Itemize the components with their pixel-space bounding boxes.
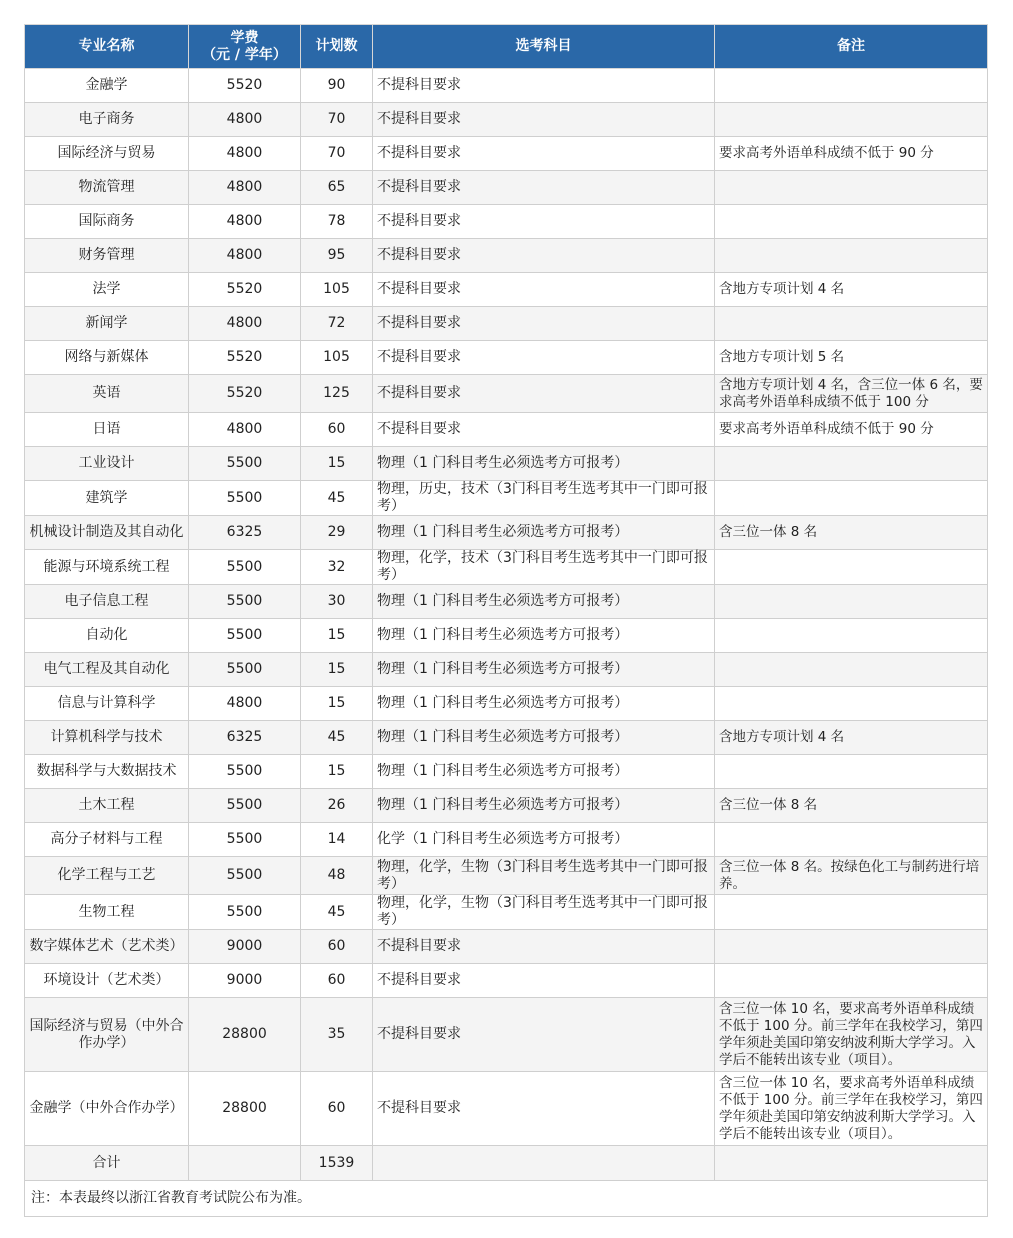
cell-subjects: 不提科目要求 bbox=[373, 307, 715, 341]
table-row bbox=[25, 895, 988, 930]
cell-plan: 70 bbox=[301, 137, 373, 171]
cell-subjects: 物理（1 门科目考生必须选考方可报考） bbox=[373, 653, 715, 687]
table-row bbox=[25, 516, 988, 550]
cell-plan: 60 bbox=[301, 413, 373, 447]
cell-fee: 9000 bbox=[189, 930, 301, 964]
cell-remark bbox=[715, 205, 988, 239]
cell-fee: 4800 bbox=[189, 205, 301, 239]
cell-subjects: 不提科目要求 bbox=[373, 998, 715, 1072]
cell-fee: 6325 bbox=[189, 721, 301, 755]
cell-fee: 5500 bbox=[189, 481, 301, 516]
cell-plan: 95 bbox=[301, 239, 373, 273]
table-row bbox=[25, 619, 988, 653]
table-row bbox=[25, 550, 988, 585]
cell-plan: 15 bbox=[301, 619, 373, 653]
cell-subjects: 不提科目要求 bbox=[373, 930, 715, 964]
cell-remark bbox=[715, 930, 988, 964]
cell-subjects: 物理，化学，生物（3门科目考生选考其中一门即可报考） bbox=[373, 895, 715, 930]
enrollment-plan-table bbox=[24, 24, 988, 1217]
cell-remark bbox=[715, 447, 988, 481]
cell-fee: 5520 bbox=[189, 341, 301, 375]
table-row bbox=[25, 103, 988, 137]
cell-fee: 5520 bbox=[189, 375, 301, 413]
table-row bbox=[25, 1072, 988, 1146]
cell-remark bbox=[715, 171, 988, 205]
cell-major: 金融学（中外合作办学） bbox=[25, 1072, 189, 1146]
cell-fee: 6325 bbox=[189, 516, 301, 550]
cell-plan: 45 bbox=[301, 481, 373, 516]
cell-plan: 125 bbox=[301, 375, 373, 413]
table-row bbox=[25, 205, 988, 239]
cell-subjects: 不提科目要求 bbox=[373, 375, 715, 413]
cell-fee: 28800 bbox=[189, 1072, 301, 1146]
cell-major: 机械设计制造及其自动化 bbox=[25, 516, 189, 550]
cell-subjects: 物理，历史，技术（3门科目考生选考其中一门即可报考） bbox=[373, 481, 715, 516]
cell-plan: 72 bbox=[301, 307, 373, 341]
cell-plan: 60 bbox=[301, 964, 373, 998]
cell-major: 能源与环境系统工程 bbox=[25, 550, 189, 585]
header-fee-line1: 学费 bbox=[230, 29, 259, 46]
table-row bbox=[25, 171, 988, 205]
cell-fee: 5500 bbox=[189, 823, 301, 857]
cell-remark bbox=[715, 69, 988, 103]
cell-remark bbox=[715, 585, 988, 619]
cell-plan: 105 bbox=[301, 273, 373, 307]
cell-plan: 26 bbox=[301, 789, 373, 823]
cell-fee: 5500 bbox=[189, 585, 301, 619]
cell-remark bbox=[715, 307, 988, 341]
cell-remark: 含三位一体 10 名，要求高考外语单科成绩不低于 100 分。前三学年在我校学习，第四学年须赴美国印第安纳波利斯大学学习。入学后不能转出该专业（项目）。 bbox=[715, 998, 988, 1072]
cell-remark bbox=[715, 895, 988, 930]
cell-plan: 15 bbox=[301, 687, 373, 721]
cell-major: 财务管理 bbox=[25, 239, 189, 273]
cell-major: 土木工程 bbox=[25, 789, 189, 823]
cell-fee: 4800 bbox=[189, 103, 301, 137]
cell-remark: 要求高考外语单科成绩不低于 90 分 bbox=[715, 137, 988, 171]
table-row bbox=[25, 687, 988, 721]
cell-plan: 30 bbox=[301, 585, 373, 619]
cell-plan: 70 bbox=[301, 103, 373, 137]
cell-fee: 5520 bbox=[189, 69, 301, 103]
table-row bbox=[25, 964, 988, 998]
table-row bbox=[25, 413, 988, 447]
cell-fee: 9000 bbox=[189, 964, 301, 998]
cell-fee: 5500 bbox=[189, 619, 301, 653]
cell-major: 信息与计算科学 bbox=[25, 687, 189, 721]
cell-major: 新闻学 bbox=[25, 307, 189, 341]
cell-plan: 105 bbox=[301, 341, 373, 375]
total-row bbox=[25, 1146, 988, 1181]
table-row bbox=[25, 998, 988, 1072]
header-fee bbox=[189, 25, 301, 69]
cell-subjects: 不提科目要求 bbox=[373, 137, 715, 171]
cell-subjects: 物理，化学，技术（3门科目考生选考其中一门即可报考） bbox=[373, 550, 715, 585]
total-remark bbox=[715, 1146, 988, 1181]
table-row bbox=[25, 823, 988, 857]
cell-subjects: 不提科目要求 bbox=[373, 205, 715, 239]
cell-subjects: 不提科目要求 bbox=[373, 69, 715, 103]
cell-remark bbox=[715, 550, 988, 585]
cell-subjects: 不提科目要求 bbox=[373, 413, 715, 447]
table-row bbox=[25, 375, 988, 413]
cell-major: 日语 bbox=[25, 413, 189, 447]
cell-major: 数据科学与大数据技术 bbox=[25, 755, 189, 789]
cell-subjects: 不提科目要求 bbox=[373, 103, 715, 137]
table-row bbox=[25, 653, 988, 687]
cell-plan: 15 bbox=[301, 447, 373, 481]
total-plan: 1539 bbox=[301, 1146, 373, 1181]
cell-subjects: 物理（1 门科目考生必须选考方可报考） bbox=[373, 516, 715, 550]
cell-subjects: 不提科目要求 bbox=[373, 1072, 715, 1146]
cell-subjects: 化学（1 门科目考生必须选考方可报考） bbox=[373, 823, 715, 857]
table-row bbox=[25, 307, 988, 341]
cell-remark bbox=[715, 755, 988, 789]
cell-major: 国际经济与贸易 bbox=[25, 137, 189, 171]
header-plan: 计划数 bbox=[301, 25, 373, 69]
header-remark: 备注 bbox=[715, 25, 988, 69]
table-row bbox=[25, 585, 988, 619]
cell-subjects: 物理（1 门科目考生必须选考方可报考） bbox=[373, 755, 715, 789]
cell-fee: 4800 bbox=[189, 687, 301, 721]
cell-fee: 5500 bbox=[189, 789, 301, 823]
cell-major: 化学工程与工艺 bbox=[25, 857, 189, 895]
cell-plan: 15 bbox=[301, 653, 373, 687]
cell-remark: 含地方专项计划 5 名 bbox=[715, 341, 988, 375]
note-row bbox=[25, 1181, 988, 1217]
cell-remark bbox=[715, 103, 988, 137]
header-major: 专业名称 bbox=[25, 25, 189, 69]
total-label: 合计 bbox=[25, 1146, 189, 1181]
cell-fee: 4800 bbox=[189, 137, 301, 171]
cell-remark bbox=[715, 823, 988, 857]
cell-plan: 32 bbox=[301, 550, 373, 585]
cell-plan: 15 bbox=[301, 755, 373, 789]
cell-fee: 4800 bbox=[189, 413, 301, 447]
table-row bbox=[25, 721, 988, 755]
cell-fee: 4800 bbox=[189, 307, 301, 341]
cell-major: 数字媒体艺术（艺术类） bbox=[25, 930, 189, 964]
cell-subjects: 不提科目要求 bbox=[373, 341, 715, 375]
table-row bbox=[25, 481, 988, 516]
cell-remark bbox=[715, 239, 988, 273]
cell-remark: 要求高考外语单科成绩不低于 90 分 bbox=[715, 413, 988, 447]
table-row bbox=[25, 69, 988, 103]
cell-subjects: 物理（1 门科目考生必须选考方可报考） bbox=[373, 619, 715, 653]
cell-major: 生物工程 bbox=[25, 895, 189, 930]
cell-plan: 60 bbox=[301, 1072, 373, 1146]
cell-plan: 45 bbox=[301, 895, 373, 930]
cell-major: 电子信息工程 bbox=[25, 585, 189, 619]
cell-fee: 5500 bbox=[189, 857, 301, 895]
cell-plan: 45 bbox=[301, 721, 373, 755]
cell-fee: 5500 bbox=[189, 755, 301, 789]
cell-major: 工业设计 bbox=[25, 447, 189, 481]
cell-plan: 48 bbox=[301, 857, 373, 895]
table-row bbox=[25, 137, 988, 171]
header-fee-line2: （元 / 学年） bbox=[202, 46, 287, 63]
cell-remark bbox=[715, 481, 988, 516]
cell-fee: 4800 bbox=[189, 239, 301, 273]
cell-major: 电气工程及其自动化 bbox=[25, 653, 189, 687]
table-row bbox=[25, 447, 988, 481]
cell-remark: 含三位一体 10 名，要求高考外语单科成绩不低于 100 分。前三学年在我校学习，第四学年须赴美国印第安纳波利斯大学学习。入学后不能转出该专业（项目）。 bbox=[715, 1072, 988, 1146]
cell-major: 自动化 bbox=[25, 619, 189, 653]
cell-fee: 5500 bbox=[189, 447, 301, 481]
cell-subjects: 不提科目要求 bbox=[373, 171, 715, 205]
table-row bbox=[25, 239, 988, 273]
cell-remark bbox=[715, 687, 988, 721]
table-row bbox=[25, 273, 988, 307]
cell-fee: 28800 bbox=[189, 998, 301, 1072]
cell-fee: 4800 bbox=[189, 171, 301, 205]
table-footnote: 注：本表最终以浙江省教育考试院公布为准。 bbox=[25, 1181, 988, 1217]
table-row bbox=[25, 755, 988, 789]
cell-plan: 90 bbox=[301, 69, 373, 103]
cell-subjects: 不提科目要求 bbox=[373, 964, 715, 998]
cell-subjects: 物理（1 门科目考生必须选考方可报考） bbox=[373, 447, 715, 481]
cell-remark: 含三位一体 8 名。按绿色化工与制药进行培养。 bbox=[715, 857, 988, 895]
table-row bbox=[25, 930, 988, 964]
cell-plan: 78 bbox=[301, 205, 373, 239]
cell-remark bbox=[715, 653, 988, 687]
cell-subjects: 物理（1 门科目考生必须选考方可报考） bbox=[373, 585, 715, 619]
cell-major: 计算机科学与技术 bbox=[25, 721, 189, 755]
cell-plan: 35 bbox=[301, 998, 373, 1072]
cell-major: 环境设计（艺术类） bbox=[25, 964, 189, 998]
cell-subjects: 物理（1 门科目考生必须选考方可报考） bbox=[373, 789, 715, 823]
cell-major: 建筑学 bbox=[25, 481, 189, 516]
cell-plan: 29 bbox=[301, 516, 373, 550]
cell-fee: 5500 bbox=[189, 895, 301, 930]
cell-major: 英语 bbox=[25, 375, 189, 413]
cell-remark: 含三位一体 8 名 bbox=[715, 516, 988, 550]
cell-plan: 65 bbox=[301, 171, 373, 205]
cell-major: 物流管理 bbox=[25, 171, 189, 205]
cell-subjects: 物理（1 门科目考生必须选考方可报考） bbox=[373, 687, 715, 721]
cell-major: 电子商务 bbox=[25, 103, 189, 137]
cell-plan: 60 bbox=[301, 930, 373, 964]
cell-remark: 含地方专项计划 4 名 bbox=[715, 721, 988, 755]
total-subjects bbox=[373, 1146, 715, 1181]
cell-major: 国际商务 bbox=[25, 205, 189, 239]
cell-remark: 含地方专项计划 4 名 bbox=[715, 273, 988, 307]
cell-major: 网络与新媒体 bbox=[25, 341, 189, 375]
cell-subjects: 物理（1 门科目考生必须选考方可报考） bbox=[373, 721, 715, 755]
table-body bbox=[25, 69, 988, 1146]
total-fee bbox=[189, 1146, 301, 1181]
cell-fee: 5500 bbox=[189, 550, 301, 585]
table-row bbox=[25, 341, 988, 375]
cell-remark bbox=[715, 964, 988, 998]
cell-plan: 14 bbox=[301, 823, 373, 857]
cell-subjects: 不提科目要求 bbox=[373, 239, 715, 273]
table-row bbox=[25, 857, 988, 895]
cell-remark: 含地方专项计划 4 名，含三位一体 6 名，要求高考外语单科成绩不低于 100 分 bbox=[715, 375, 988, 413]
cell-fee: 5520 bbox=[189, 273, 301, 307]
cell-major: 法学 bbox=[25, 273, 189, 307]
cell-fee: 5500 bbox=[189, 653, 301, 687]
table-row bbox=[25, 789, 988, 823]
cell-remark: 含三位一体 8 名 bbox=[715, 789, 988, 823]
cell-major: 金融学 bbox=[25, 69, 189, 103]
cell-major: 高分子材料与工程 bbox=[25, 823, 189, 857]
table-header-row bbox=[25, 25, 988, 69]
cell-remark bbox=[715, 619, 988, 653]
cell-subjects: 物理，化学，生物（3门科目考生选考其中一门即可报考） bbox=[373, 857, 715, 895]
cell-major: 国际经济与贸易（中外合作办学） bbox=[25, 998, 189, 1072]
header-subjects: 选考科目 bbox=[373, 25, 715, 69]
cell-subjects: 不提科目要求 bbox=[373, 273, 715, 307]
